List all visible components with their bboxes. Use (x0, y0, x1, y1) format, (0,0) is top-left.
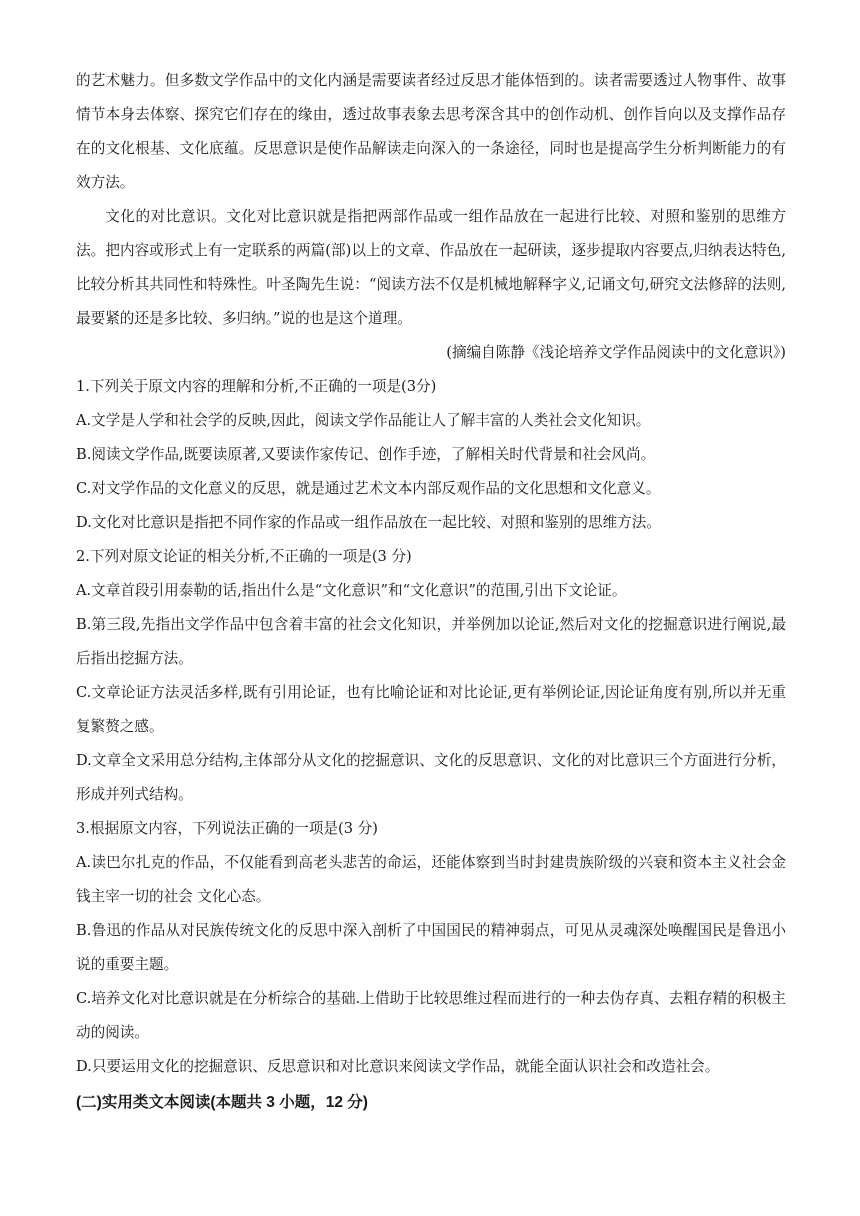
question-2 (76, 540, 786, 812)
question-1 (76, 370, 786, 540)
exam-page (76, 64, 786, 1120)
option-b: B.鲁迅的作品从对民族传统文化的反思中深入剖析了中国国民的精神弱点，可见从灵魂深处唤醒国民是鲁迅小说的重要主题。 (76, 922, 786, 973)
option-d: D.文化对比意识是指把不同作家的作品或一组作品放在一起比较、对照和鉴别的思维方法。 (76, 514, 661, 531)
option-b: B.阅读文学作品,既要读原著,又要读作家传记、创作手迹，了解相关时代背景和社会风尚。 (76, 446, 656, 463)
option-d: D.只要运用文化的挖掘意识、反思意识和对比意识来阅读文学作品，就能全面认识社会和改造社会。 (76, 1058, 720, 1075)
section-heading: (二)实用类文本阅读(本题共 3 小题，12 分) (76, 1094, 368, 1111)
question-3 (76, 812, 786, 1084)
question-stem: 2.下列对原文论证的相关分析,不正确的一项是(3 分) (76, 548, 412, 565)
option-b: B.第三段,先指出文学作品中包含着丰富的社会文化知识，并举例加以论证,然后对文化的挖掘意识进行阐说,最后指出挖掘方法。 (76, 616, 786, 667)
passage-source: (摘编自陈静《浅论培养文学作品阅读中的文化意识》) (446, 344, 786, 361)
question-stem: 1.下列关于原文内容的理解和分析,不正确的一项是(3分) (76, 378, 437, 395)
option-c: C.对文学作品的文化意义的反思，就是通过艺术文本内部反观作品的文化思想和文化意义。 (76, 480, 661, 497)
option-a: A.文学是人学和社会学的反映,因此，阅读文学作品能让人了解丰富的人类社会文化知识。 (76, 412, 651, 429)
option-c: C.文章论证方法灵活多样,既有引用论证，也有比喻论证和对比论证,更有举例论证,因论证角度有别,所以并无重复繁赘之感。 (76, 684, 786, 735)
option-a: A.文章首段引用泰勒的话,指出什么是“文化意识”和“文化意识”的范围,引出下文论证。 (76, 582, 627, 599)
option-d: D.文章全文采用总分结构,主体部分从文化的挖掘意识、文化的反思意识、文化的对比意识三个方面进行分析，形成并列式结构。 (76, 752, 786, 803)
passage-paragraph-comparison: 文化的对比意识。文化对比意识就是指把两部作品或一组作品放在一起进行比较、对照和鉴别的思维方法。把内容或形式上有一定联系的两篇(部)以上的文章、作品放在一起研读，逐步提取内容要点,归纳表达特色,比较分析其共同性和特殊性。叶圣陶先生说：“阅读方法不仅是机械地解释字义,记诵文句,研究文法修辞的法则,最要紧的还是多比较、多归纳。”说的也是这个道理。 (76, 208, 786, 327)
option-a: A.读巴尔扎克的作品，不仅能看到高老头悲苦的命运，还能体察到当时封建贵族阶级的兴衰和资本主义社会金钱主宰一切的社会 文化心态。 (76, 854, 786, 905)
option-c: C.培养文化对比意识就是在分析综合的基础.上借助于比较思维过程而进行的一种去伪存真、去粗存精的积极主动的阅读。 (76, 990, 786, 1041)
passage-paragraph-reflection: 的艺术魅力。但多数文学作品中的文化内涵是需要读者经过反思才能体悟到的。读者需要透过人物事件、故事情节本身去体察、探究它们存在的缘由，透过故事表象去思考深含其中的创作动机、创作旨向以及支撑作品存在的文化根基、文化底蕴。反思意识是使作品解读走向深入的一条途径，同时也是提高学生分析判断能力的有效方法。 (76, 72, 786, 191)
question-stem: 3.根据原文内容，下列说法正确的一项是(3 分) (76, 820, 378, 837)
